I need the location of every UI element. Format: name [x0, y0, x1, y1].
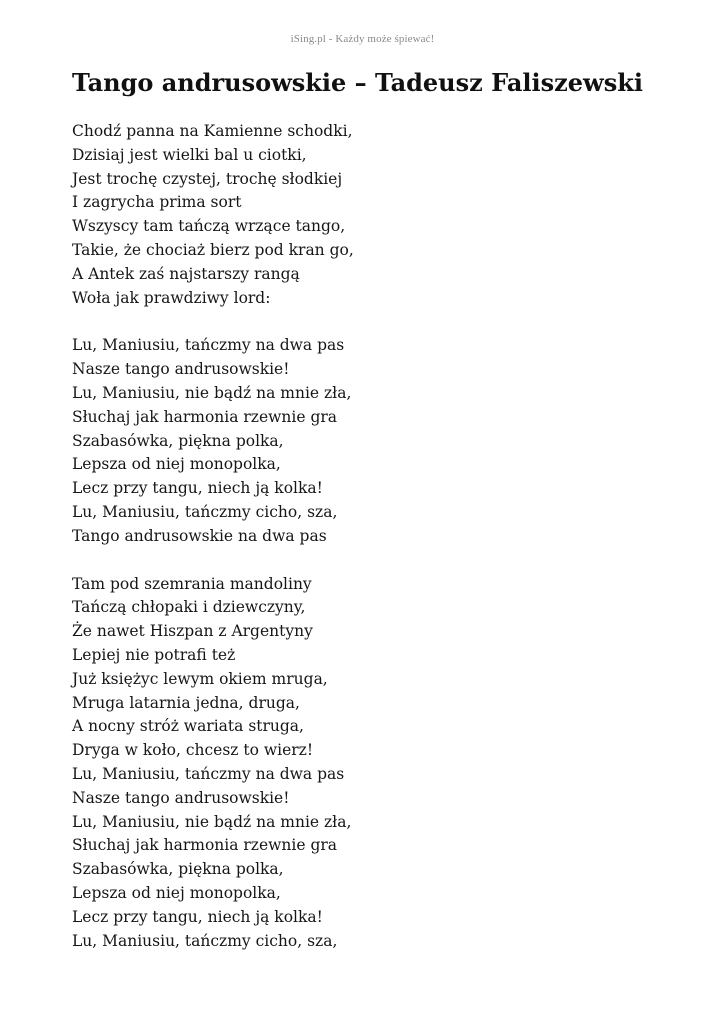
- lyric-line: A nocny stróż wariata struga,: [72, 717, 304, 736]
- lyric-line: Tam pod szemrania mandoliny: [72, 574, 312, 593]
- lyric-line: Lu, Maniusiu, tańczmy cicho, sza,: [72, 931, 338, 950]
- song-title: Tango andrusowskie – Tadeusz Faliszewski: [72, 68, 643, 97]
- lyric-line: Chodź panna na Kamienne schodki,: [72, 122, 353, 140]
- lyric-line: Dryga w koło, chcesz to wierz!: [72, 741, 314, 760]
- lyrics-stanza: [72, 334, 672, 548]
- lyrics-body: [72, 120, 672, 977]
- lyric-line: Lu, Maniusiu, nie bądź na mnie zła,: [72, 383, 352, 402]
- lyric-line: Jest trochę czystej, trochę słodkiej: [72, 169, 343, 188]
- lyric-line: Wszyscy tam tańczą wrzące tango,: [72, 217, 346, 236]
- site-header: iSing.pl - Każdy może śpiewać!: [290, 33, 435, 45]
- lyric-line: Już księżyc lewym okiem mruga,: [72, 669, 328, 688]
- lyric-line: Szabasówka, piękna polka,: [72, 860, 284, 879]
- lyric-line: Słuchaj jak harmonia rzewnie gra: [72, 836, 338, 855]
- lyric-line: Woła jak prawdziwy lord:: [72, 288, 271, 307]
- lyric-line: Dzisiaj jest wielki bal u ciotki,: [72, 145, 307, 164]
- lyric-line: A Antek zaś najstarszy rangą: [72, 264, 300, 283]
- lyric-line: Takie, że chociaż bierz pod kran go,: [72, 240, 354, 259]
- lyric-line: Lepiej nie potrafi też: [72, 645, 236, 664]
- lyrics-stanza: [72, 120, 672, 310]
- lyric-line: Mruga latarnia jedna, druga,: [72, 693, 300, 712]
- lyric-line: Szabasówka, piękna polka,: [72, 431, 284, 450]
- lyric-line: Lecz przy tangu, niech ją kolka!: [72, 479, 323, 498]
- lyric-line: Tańczą chłopaki i dziewczyny,: [72, 598, 306, 617]
- lyric-line: Lepsza od niej monopolka,: [72, 883, 281, 902]
- lyric-line: Że nawet Hiszpan z Argentyny: [72, 622, 313, 641]
- lyric-line: Lu, Maniusiu, tańczmy cicho, sza,: [72, 502, 338, 521]
- lyric-line: I zagrycha prima sort: [72, 193, 242, 212]
- lyric-line: Lecz przy tangu, niech ją kolka!: [72, 907, 323, 926]
- lyric-line: Nasze tango andrusowskie!: [72, 360, 290, 379]
- lyrics-stanza: [72, 573, 672, 954]
- lyric-line: Lu, Maniusiu, tańczmy na dwa pas: [72, 764, 345, 783]
- lyric-line: Lu, Maniusiu, tańczmy na dwa pas: [72, 336, 345, 355]
- lyric-line: Lepsza od niej monopolka,: [72, 455, 281, 474]
- lyric-line: Lu, Maniusiu, nie bądź na mnie zła,: [72, 812, 352, 831]
- lyric-line: Słuchaj jak harmonia rzewnie gra: [72, 407, 338, 426]
- lyric-line: Tango andrusowskie na dwa pas: [72, 526, 327, 545]
- lyric-line: Nasze tango andrusowskie!: [72, 788, 290, 807]
